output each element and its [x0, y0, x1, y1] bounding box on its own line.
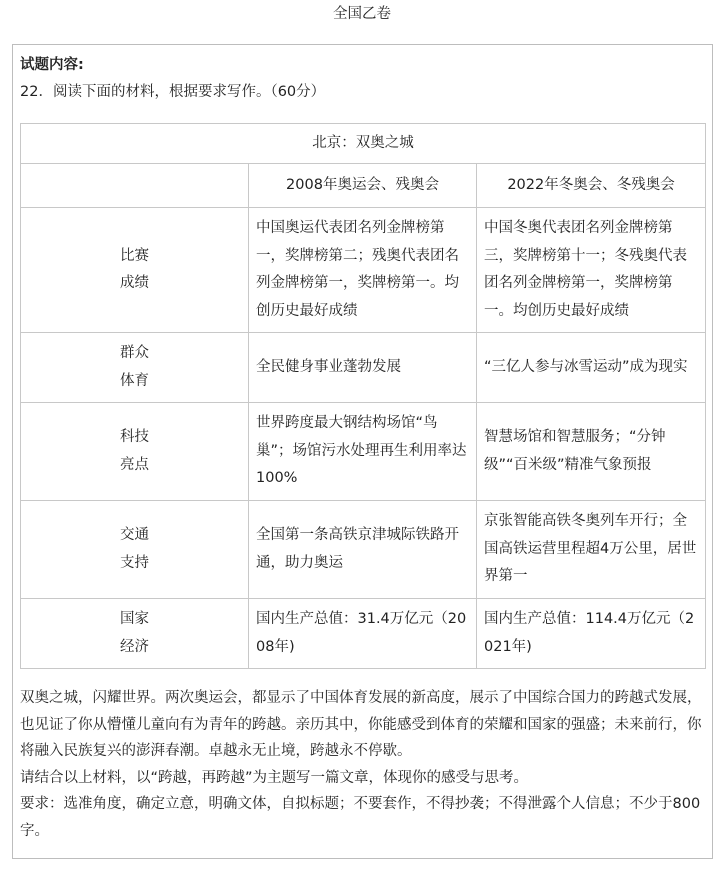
category-line: 群众: [120, 345, 149, 361]
table-row: [21, 599, 706, 669]
table-row: [21, 208, 706, 333]
table-row: [21, 403, 706, 501]
table-title-row: [21, 124, 706, 164]
cell-2008: 全民健身事业蓬勃发展: [249, 333, 477, 403]
row-category: [21, 599, 249, 669]
category-line: 体育: [120, 372, 149, 389]
category-line: 交通: [120, 527, 149, 543]
row-category: [21, 403, 249, 501]
table-header-row: [21, 164, 706, 208]
cell-2008: 全国第一条高铁京津城际铁路开通，助力奥运: [249, 501, 477, 599]
writing-requirements: 要求：选准角度，确定立意，明确文体，自拟标题；不要套作，不得抄袭；不得泄露个人信息；不少于800字。: [20, 796, 701, 839]
category-line: 国家: [120, 611, 149, 627]
category-line: 亮点: [120, 456, 149, 473]
row-category: [21, 501, 249, 599]
cell-2008: 中国奥运代表团名列金牌榜第一，奖牌榜第二；残奥代表团名列金牌榜第一，奖牌榜第一。均创历史最好成绩: [249, 208, 477, 333]
page-title: 全国乙卷: [333, 6, 391, 22]
comparison-table: [20, 123, 706, 669]
category-line: 成绩: [120, 275, 149, 291]
material-text: [20, 685, 705, 844]
row-category: [21, 333, 249, 403]
header-empty-cell: [21, 164, 249, 208]
category-line: 比赛: [120, 247, 149, 264]
category-line: 科技: [120, 429, 149, 445]
section-label: 试题内容:: [20, 57, 84, 73]
row-category: [21, 208, 249, 333]
table-title: 北京：双奥之城: [21, 124, 706, 164]
cell-2022: “三亿人参与冰雪运动”成为现实: [477, 333, 706, 403]
header-2008: 2008年奥运会、残奥会: [249, 164, 477, 208]
cell-2008: 国内生产总值：31.4万亿元（2008年): [249, 599, 477, 669]
cell-2022: 智慧场馆和智慧服务；“分钟级”“百米级”精准气象预报: [477, 403, 706, 501]
cell-2022: 中国冬奥代表团名列金牌榜第三，奖牌榜第十一；冬残奥代表团名列金牌榜第一，奖牌榜第一。均创历史最好成绩: [477, 208, 706, 333]
table-row: [21, 501, 706, 599]
question-prompt: 22．阅读下面的材料，根据要求写作。（60分）: [20, 84, 326, 100]
cell-2008: 世界跨度最大钢结构场馆“鸟巢”；场馆污水处理再生利用率达100%: [249, 403, 477, 501]
task-instruction: 请结合以上材料，以“跨越，再跨越”为主题写一篇文章，体现你的感受与思考。: [20, 769, 529, 786]
header-2022: 2022年冬奥会、冬残奥会: [477, 164, 706, 208]
cell-2022: 国内生产总值：114.4万亿元（2021年): [477, 599, 706, 669]
category-line: 经济: [120, 638, 149, 655]
category-line: 支持: [120, 554, 149, 571]
cell-2022: 京张智能高铁冬奥列车开行；全国高铁运营里程超4万公里，居世界第一: [477, 501, 706, 599]
material-paragraph: 双奥之城，闪耀世界。两次奥运会，都显示了中国体育发展的新高度，展示了中国综合国力的跨越式发展，也见证了你从懵懂儿童向有为青年的跨越。亲历其中，你能感受到体育的荣耀和国家的强盛；未来前行，你将融入民族复兴的澎湃春潮。卓越永无止境，跨越永不停歇。: [20, 690, 702, 759]
table-row: [21, 333, 706, 403]
